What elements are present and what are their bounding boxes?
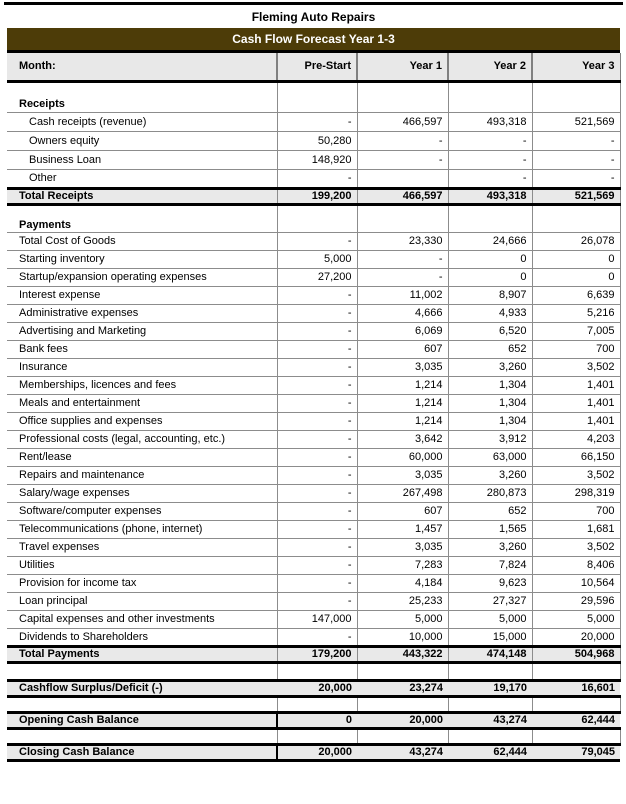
value-cell: 521,569 — [532, 112, 620, 131]
value-cell: 147,000 — [277, 610, 357, 628]
value-cell: 267,498 — [357, 484, 448, 502]
value-cell: 24,666 — [448, 232, 532, 250]
value-cell: 43,274 — [448, 712, 532, 728]
value-cell: 466,597 — [357, 112, 448, 131]
table-row — [7, 268, 620, 286]
value-cell: 0 — [277, 712, 357, 728]
value-cell: 79,045 — [532, 744, 620, 760]
value-cell: 8,907 — [448, 286, 532, 304]
value-cell: 27,200 — [277, 268, 357, 286]
value-cell: 7,824 — [448, 556, 532, 574]
value-cell — [448, 218, 532, 232]
table-row — [7, 358, 620, 376]
value-cell: 1,304 — [448, 376, 532, 394]
table-row — [7, 112, 620, 131]
table-row — [7, 628, 620, 646]
row-label: Total Cost of Goods — [7, 232, 277, 250]
value-cell: - — [277, 322, 357, 340]
value-cell: - — [277, 412, 357, 430]
summary-label: Opening Cash Balance — [7, 712, 277, 728]
value-cell: 29,596 — [532, 592, 620, 610]
value-cell: 5,216 — [532, 304, 620, 322]
spacer-row — [7, 662, 620, 680]
value-cell — [448, 97, 532, 112]
row-label: Memberships, licences and fees — [7, 376, 277, 394]
row-label: Loan principal — [7, 592, 277, 610]
table-row — [7, 232, 620, 250]
value-cell: 10,564 — [532, 574, 620, 592]
value-cell: 1,565 — [448, 520, 532, 538]
value-cell: 3,260 — [448, 538, 532, 556]
value-cell: 62,444 — [532, 712, 620, 728]
value-cell: 0 — [532, 250, 620, 268]
value-cell — [532, 81, 620, 97]
value-cell: 3,035 — [357, 358, 448, 376]
value-cell: 20,000 — [277, 680, 357, 696]
table-row — [7, 150, 620, 169]
section-header: Receipts — [7, 97, 277, 112]
total-receipts-row — [7, 188, 620, 204]
row-label: Meals and entertainment — [7, 394, 277, 412]
value-cell: - — [357, 131, 448, 150]
value-cell — [357, 81, 448, 97]
value-cell: 3,260 — [448, 466, 532, 484]
value-cell: 280,873 — [448, 484, 532, 502]
value-cell: 443,322 — [357, 646, 448, 662]
value-cell: 4,203 — [532, 430, 620, 448]
value-cell: - — [448, 150, 532, 169]
report-title: Fleming Auto Repairs — [251, 9, 376, 24]
value-cell: - — [277, 430, 357, 448]
value-cell: - — [277, 502, 357, 520]
spacer-row — [7, 81, 620, 97]
table-row — [7, 592, 620, 610]
value-cell: 607 — [357, 502, 448, 520]
value-cell: 700 — [532, 502, 620, 520]
value-cell: - — [532, 131, 620, 150]
row-label: Professional costs (legal, accounting, etc.) — [7, 430, 277, 448]
table-row — [7, 131, 620, 150]
value-cell: - — [277, 112, 357, 131]
value-cell: - — [357, 250, 448, 268]
value-cell: 5,000 — [532, 610, 620, 628]
row-label: Capital expenses and other investments — [7, 610, 277, 628]
value-cell: 6,069 — [357, 322, 448, 340]
value-cell: - — [277, 304, 357, 322]
value-cell — [357, 97, 448, 112]
value-cell — [357, 728, 448, 744]
value-cell: - — [532, 150, 620, 169]
value-cell: 26,078 — [532, 232, 620, 250]
table-row — [7, 610, 620, 628]
value-cell: 1,214 — [357, 394, 448, 412]
value-cell: 1,214 — [357, 412, 448, 430]
spacer-row — [7, 204, 620, 218]
value-cell: 4,666 — [357, 304, 448, 322]
value-cell: 16,601 — [532, 680, 620, 696]
table-row — [7, 169, 620, 188]
summary-row — [7, 712, 620, 728]
row-label: Travel expenses — [7, 538, 277, 556]
value-cell: 3,912 — [448, 430, 532, 448]
value-cell: - — [277, 358, 357, 376]
value-cell: 60,000 — [357, 448, 448, 466]
value-cell: 1,304 — [448, 394, 532, 412]
row-label: Bank fees — [7, 340, 277, 358]
value-cell: 8,406 — [532, 556, 620, 574]
value-cell: 10,000 — [357, 628, 448, 646]
report-banner: Cash Flow Forecast Year 1-3 — [7, 28, 620, 53]
spacer-cell — [7, 81, 277, 97]
value-cell: 20,000 — [357, 712, 448, 728]
value-cell — [277, 81, 357, 97]
spacer-cell — [7, 204, 277, 218]
value-cell: 20,000 — [277, 744, 357, 760]
summary-label: Cashflow Surplus/Deficit (-) — [7, 680, 277, 696]
value-cell: 63,000 — [448, 448, 532, 466]
total-payments-row — [7, 646, 620, 662]
value-cell — [448, 728, 532, 744]
value-cell: - — [532, 169, 620, 188]
value-cell — [357, 662, 448, 680]
value-cell: 1,401 — [532, 376, 620, 394]
row-label: Insurance — [7, 358, 277, 376]
total-label: Total Payments — [7, 646, 277, 662]
value-cell: 700 — [532, 340, 620, 358]
value-cell: 504,968 — [532, 646, 620, 662]
row-label: Administrative expenses — [7, 304, 277, 322]
value-cell: - — [277, 538, 357, 556]
value-cell: 5,000 — [448, 610, 532, 628]
column-header-row — [7, 53, 620, 81]
value-cell: 3,502 — [532, 538, 620, 556]
row-label: Business Loan — [7, 150, 277, 169]
value-cell: 199,200 — [277, 188, 357, 204]
value-cell: 66,150 — [532, 448, 620, 466]
value-cell: 6,639 — [532, 286, 620, 304]
row-label: Cash receipts (revenue) — [7, 112, 277, 131]
summary-row — [7, 680, 620, 696]
value-cell — [532, 204, 620, 218]
row-label: Advertising and Marketing — [7, 322, 277, 340]
value-cell — [277, 728, 357, 744]
spacer-cell — [7, 662, 277, 680]
value-cell: 0 — [448, 268, 532, 286]
row-label: Salary/wage expenses — [7, 484, 277, 502]
value-cell — [277, 97, 357, 112]
row-label: Owners equity — [7, 131, 277, 150]
value-cell: 493,318 — [448, 112, 532, 131]
value-cell — [357, 204, 448, 218]
table-row — [7, 520, 620, 538]
value-cell: 15,000 — [448, 628, 532, 646]
value-cell: 148,920 — [277, 150, 357, 169]
spacer-row — [7, 728, 620, 744]
table-row — [7, 556, 620, 574]
row-label: Software/computer expenses — [7, 502, 277, 520]
table-row — [7, 304, 620, 322]
cashflow-sheet — [7, 2, 620, 762]
value-cell: 23,330 — [357, 232, 448, 250]
value-cell: 0 — [448, 250, 532, 268]
value-cell: 3,502 — [532, 466, 620, 484]
column-header-year3: Year 3 — [532, 53, 620, 81]
row-label: Other — [7, 169, 277, 188]
value-cell: - — [277, 556, 357, 574]
value-cell: - — [277, 340, 357, 358]
value-cell: 4,184 — [357, 574, 448, 592]
table-row — [7, 250, 620, 268]
column-header-month: Month: — [7, 53, 277, 81]
value-cell: 1,214 — [357, 376, 448, 394]
value-cell: 466,597 — [357, 188, 448, 204]
value-cell: 20,000 — [532, 628, 620, 646]
value-cell: - — [277, 286, 357, 304]
value-cell: - — [277, 448, 357, 466]
value-cell: 43,274 — [357, 744, 448, 760]
value-cell: - — [277, 466, 357, 484]
value-cell: 5,000 — [277, 250, 357, 268]
summary-label: Closing Cash Balance — [7, 744, 277, 760]
value-cell: 1,457 — [357, 520, 448, 538]
value-cell: 3,260 — [448, 358, 532, 376]
column-header-year2: Year 2 — [448, 53, 532, 81]
value-cell: 3,035 — [357, 466, 448, 484]
value-cell: 474,148 — [448, 646, 532, 662]
value-cell — [357, 696, 448, 712]
value-cell: 1,401 — [532, 412, 620, 430]
value-cell: 19,170 — [448, 680, 532, 696]
table-row — [7, 394, 620, 412]
section-row-payments — [7, 218, 620, 232]
table-row — [7, 376, 620, 394]
value-cell: 27,327 — [448, 592, 532, 610]
value-cell: 25,233 — [357, 592, 448, 610]
row-label: Provision for income tax — [7, 574, 277, 592]
value-cell — [277, 696, 357, 712]
value-cell: 5,000 — [357, 610, 448, 628]
value-cell: - — [277, 376, 357, 394]
table-row — [7, 286, 620, 304]
section-row-receipts — [7, 97, 620, 112]
value-cell: - — [357, 150, 448, 169]
spacer-cell — [7, 728, 277, 744]
value-cell: 6,520 — [448, 322, 532, 340]
spacer-cell — [7, 696, 277, 712]
value-cell: 23,274 — [357, 680, 448, 696]
value-cell: - — [277, 484, 357, 502]
value-cell: 50,280 — [277, 131, 357, 150]
value-cell: 62,444 — [448, 744, 532, 760]
summary-row — [7, 744, 620, 760]
total-label: Total Receipts — [7, 188, 277, 204]
value-cell: 3,035 — [357, 538, 448, 556]
value-cell: 11,002 — [357, 286, 448, 304]
value-cell: 493,318 — [448, 188, 532, 204]
value-cell: 7,283 — [357, 556, 448, 574]
table-row — [7, 340, 620, 358]
value-cell — [277, 218, 357, 232]
value-cell: - — [277, 232, 357, 250]
value-cell — [357, 169, 448, 188]
cashflow-table — [7, 53, 621, 762]
value-cell: 521,569 — [532, 188, 620, 204]
value-cell: 652 — [448, 340, 532, 358]
value-cell: - — [277, 520, 357, 538]
spacer-row — [7, 696, 620, 712]
value-cell: - — [448, 169, 532, 188]
row-label: Telecommunications (phone, internet) — [7, 520, 277, 538]
value-cell: 607 — [357, 340, 448, 358]
value-cell — [277, 662, 357, 680]
row-label: Office supplies and expenses — [7, 412, 277, 430]
row-label: Startup/expansion operating expenses — [7, 268, 277, 286]
value-cell — [532, 218, 620, 232]
value-cell — [448, 662, 532, 680]
value-cell — [448, 81, 532, 97]
value-cell — [532, 662, 620, 680]
row-label: Utilities — [7, 556, 277, 574]
value-cell: 1,681 — [532, 520, 620, 538]
value-cell — [532, 728, 620, 744]
value-cell: - — [277, 394, 357, 412]
column-header-prestart: Pre-Start — [277, 53, 357, 81]
value-cell: - — [277, 169, 357, 188]
table-row — [7, 412, 620, 430]
row-label: Rent/lease — [7, 448, 277, 466]
column-header-year1: Year 1 — [357, 53, 448, 81]
value-cell — [532, 696, 620, 712]
value-cell: 7,005 — [532, 322, 620, 340]
value-cell: 298,319 — [532, 484, 620, 502]
row-label: Repairs and maintenance — [7, 466, 277, 484]
value-cell — [448, 696, 532, 712]
value-cell: 3,642 — [357, 430, 448, 448]
value-cell: 1,401 — [532, 394, 620, 412]
value-cell — [532, 97, 620, 112]
row-label: Interest expense — [7, 286, 277, 304]
value-cell: - — [357, 268, 448, 286]
row-label: Starting inventory — [7, 250, 277, 268]
value-cell — [448, 204, 532, 218]
section-header: Payments — [7, 218, 277, 232]
value-cell: 4,933 — [448, 304, 532, 322]
table-row — [7, 538, 620, 556]
value-cell: - — [448, 131, 532, 150]
value-cell: 0 — [532, 268, 620, 286]
value-cell: 1,304 — [448, 412, 532, 430]
value-cell — [277, 204, 357, 218]
cashflow-table-body — [7, 81, 620, 760]
table-row — [7, 448, 620, 466]
value-cell: 652 — [448, 502, 532, 520]
table-row — [7, 484, 620, 502]
table-row — [7, 502, 620, 520]
table-row — [7, 574, 620, 592]
value-cell: - — [277, 574, 357, 592]
table-row — [7, 322, 620, 340]
row-label: Dividends to Shareholders — [7, 628, 277, 646]
value-cell — [357, 218, 448, 232]
value-cell: - — [277, 592, 357, 610]
table-row — [7, 430, 620, 448]
value-cell: - — [277, 628, 357, 646]
value-cell: 3,502 — [532, 358, 620, 376]
table-row — [7, 466, 620, 484]
value-cell: 9,623 — [448, 574, 532, 592]
value-cell: 179,200 — [277, 646, 357, 662]
